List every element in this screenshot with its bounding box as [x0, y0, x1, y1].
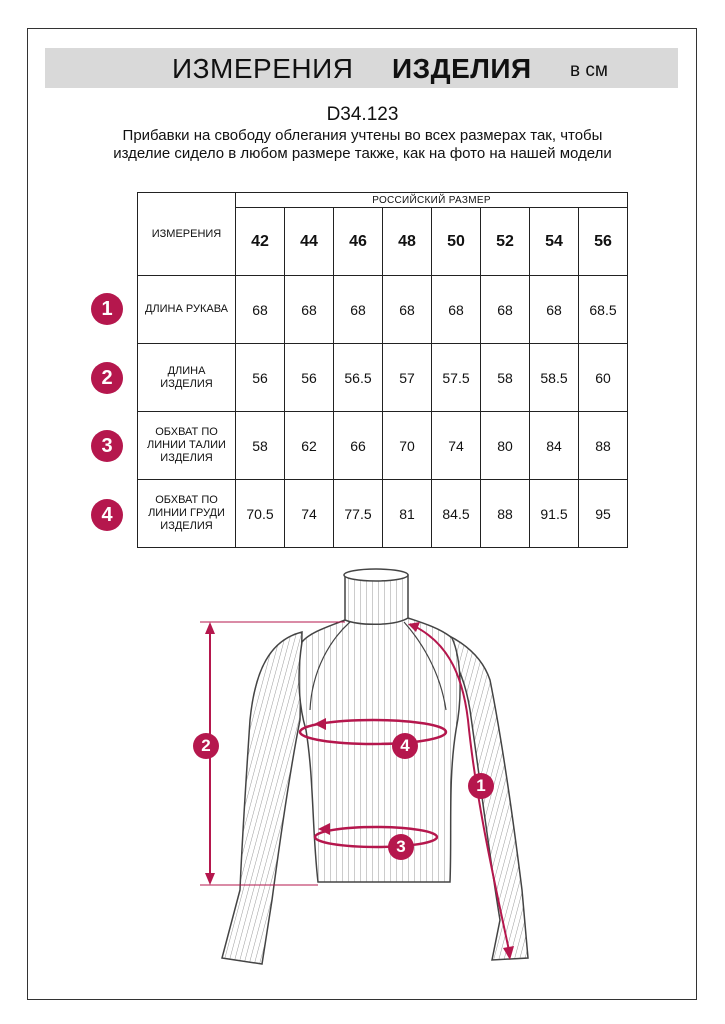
size-header: 54 [530, 208, 579, 276]
table-cell: 56 [236, 344, 285, 412]
table-row [138, 276, 628, 344]
size-table [137, 192, 628, 548]
table-cell: 57 [383, 344, 432, 412]
table-cell: 62 [285, 412, 334, 480]
table-cell: 66 [334, 412, 383, 480]
left-sleeve [222, 632, 302, 964]
table-cell: 74 [432, 412, 481, 480]
table-cell: 58.5 [530, 344, 579, 412]
table-cell: 70 [383, 412, 432, 480]
sweater-diagram [0, 560, 725, 980]
row-label-sleeve-length: ДЛИНА РУКАВА [138, 276, 236, 344]
table-cell: 84 [530, 412, 579, 480]
table-cell: 81 [383, 480, 432, 548]
table-cell: 68 [383, 276, 432, 344]
row-number-badge: 4 [91, 499, 123, 531]
diagram-marker-1: 1 [468, 773, 494, 799]
table-cell: 74 [285, 480, 334, 548]
size-header: 50 [432, 208, 481, 276]
measurements-header: ИЗМЕРЕНИЯ [138, 193, 236, 276]
row-label-waist-girth: ОБХВАТ ПО ЛИНИИ ТАЛИИ ИЗДЕЛИЯ [138, 412, 236, 480]
table-cell: 95 [579, 480, 628, 548]
table-cell: 77.5 [334, 480, 383, 548]
table-cell: 68 [236, 276, 285, 344]
diagram-marker-2: 2 [193, 733, 219, 759]
table-cell: 57.5 [432, 344, 481, 412]
table-cell: 88 [579, 412, 628, 480]
header-title-measurements: ИЗМЕРЕНИЯ [172, 53, 354, 84]
table-cell: 68 [334, 276, 383, 344]
size-header: 46 [334, 208, 383, 276]
table-cell: 68 [530, 276, 579, 344]
row-number-badge: 3 [91, 430, 123, 462]
table-cell: 58 [481, 344, 530, 412]
table-cell: 91.5 [530, 480, 579, 548]
header-unit: в см [570, 60, 608, 81]
table-cell: 84.5 [432, 480, 481, 548]
product-code: D34.123 [326, 104, 399, 125]
table-cell: 80 [481, 412, 530, 480]
size-header: 56 [579, 208, 628, 276]
row-label-chest-girth: ОБХВАТ ПО ЛИНИИ ГРУДИ ИЗДЕЛИЯ [138, 480, 236, 548]
header-title-garment: ИЗДЕЛИЯ [392, 53, 532, 84]
table-row [138, 344, 628, 412]
table-row [138, 480, 628, 548]
row-label-garment-length: ДЛИНА ИЗДЕЛИЯ [138, 344, 236, 412]
row-number-badge: 2 [91, 362, 123, 394]
table-cell: 56.5 [334, 344, 383, 412]
table-cell: 68 [285, 276, 334, 344]
size-header: 48 [383, 208, 432, 276]
diagram-marker-4: 4 [392, 733, 418, 759]
table-cell: 56 [285, 344, 334, 412]
table-cell: 60 [579, 344, 628, 412]
table-cell: 70.5 [236, 480, 285, 548]
table-cell: 88 [481, 480, 530, 548]
size-group-header: РОССИЙСКИЙ РАЗМЕР [236, 193, 628, 208]
table-cell: 68 [432, 276, 481, 344]
table-cell: 68 [481, 276, 530, 344]
fit-note: Прибавки на свободу облегания учтены во всех размерах так, чтобы изделие сидело в любом размере также, как на фото на нашей модели [113, 127, 612, 162]
size-header: 44 [285, 208, 334, 276]
size-header: 42 [236, 208, 285, 276]
row-number-badge: 1 [91, 293, 123, 325]
table-cell: 58 [236, 412, 285, 480]
size-group-row [138, 193, 628, 208]
collar-top [344, 569, 408, 581]
table-row [138, 412, 628, 480]
table-cell: 68.5 [579, 276, 628, 344]
size-header: 52 [481, 208, 530, 276]
diagram-marker-3: 3 [388, 834, 414, 860]
